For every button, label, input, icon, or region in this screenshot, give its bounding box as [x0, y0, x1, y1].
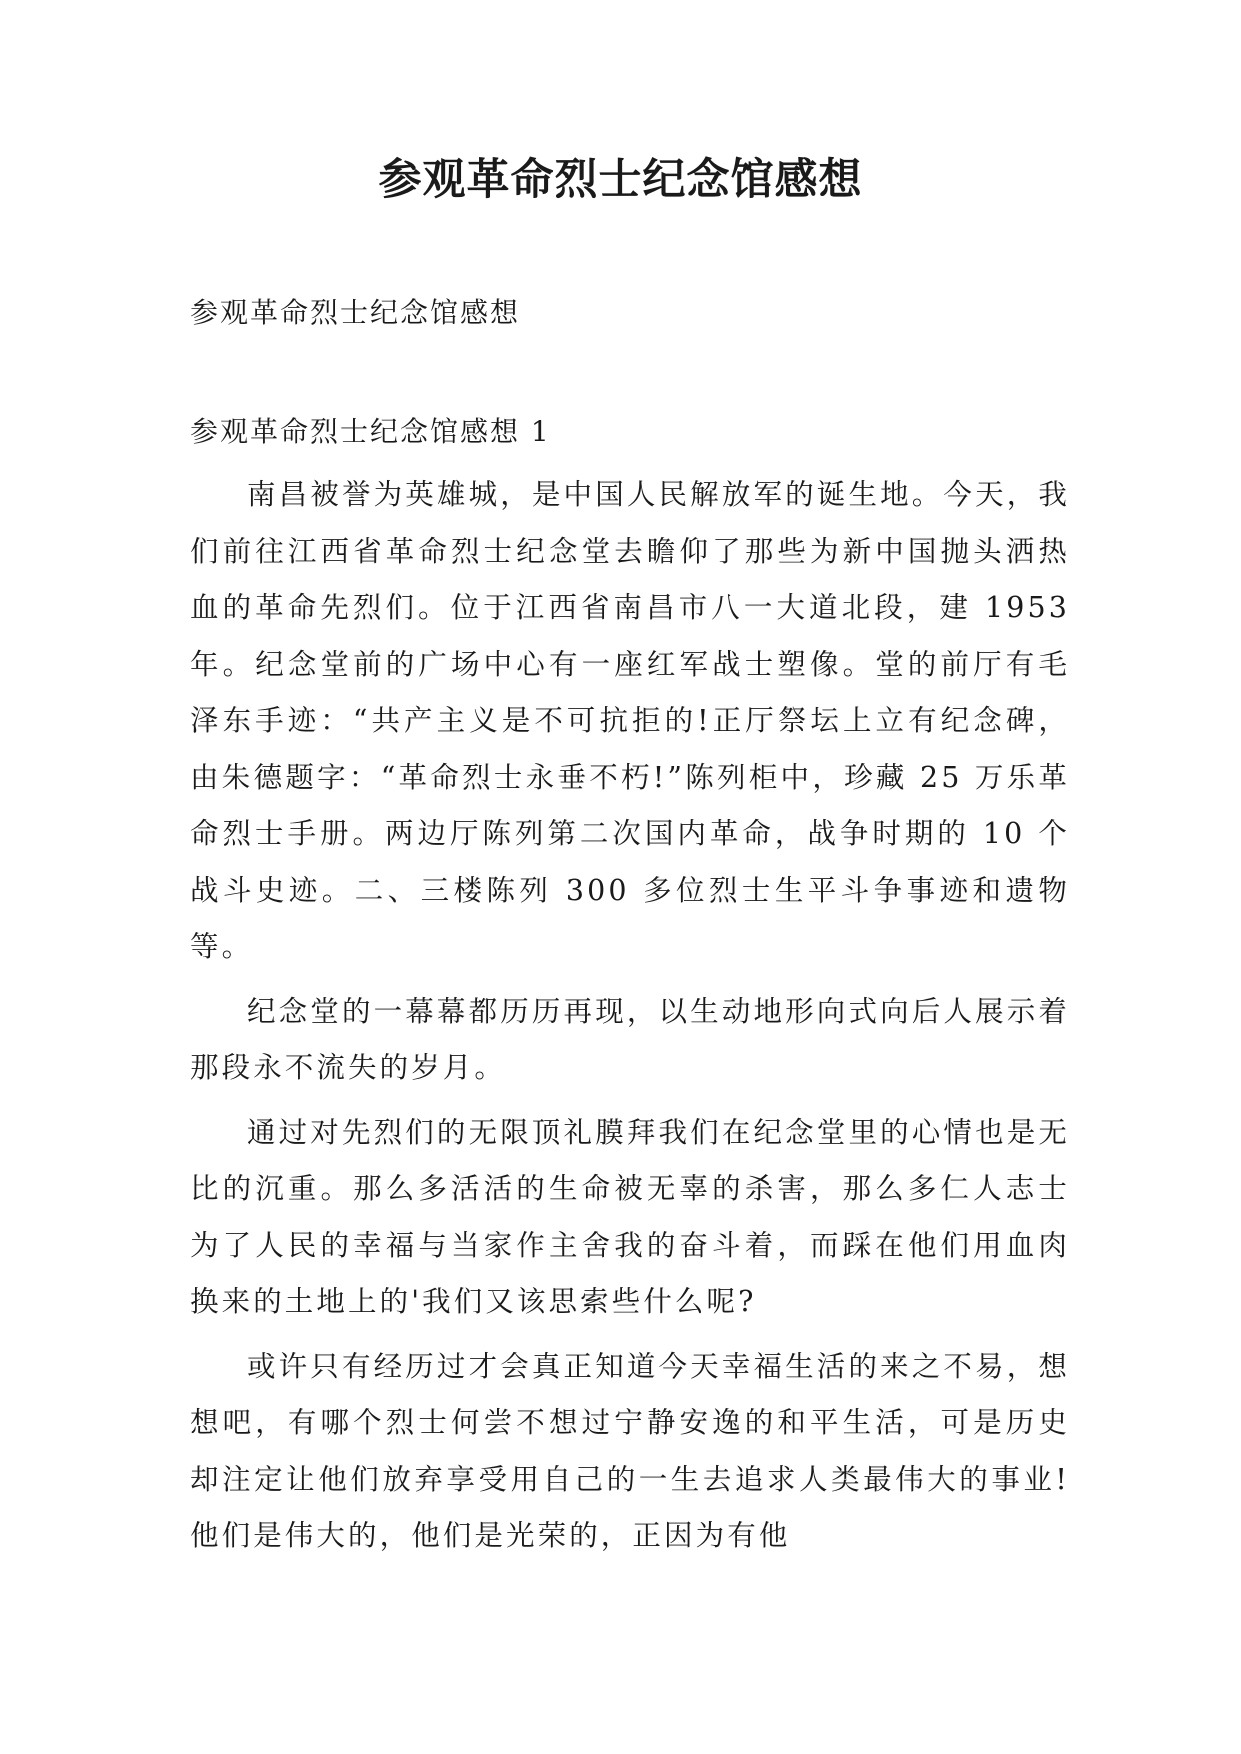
- body-paragraph: 纪念堂的一幕幕都历历再现，以生动地形向式向后人展示着那段永不流失的岁月。: [190, 994, 1070, 1084]
- document-body: [190, 467, 1070, 1573]
- body-paragraph: 通过对先烈们的无限顶礼膜拜我们在纪念堂里的心情也是无比的沉重。那么多活活的生命被无辜的杀害，那么多仁人志士为了人民的幸福与当家作主舍我的奋斗着，而踩在他们用血肉换来的土地上的'我们又该思索些什么呢?: [190, 1115, 1070, 1318]
- body-paragraph: 或许只有经历过才会真正知道今天幸福生活的来之不易，想想吧，有哪个烈士何尝不想过宁静安逸的和平生活，可是历史却注定让他们放弃享受用自己的一生去追求人类最伟大的事业!他们是伟大的，他们是光荣的，正因为有他: [190, 1349, 1070, 1552]
- section-heading: 参观革命烈士纪念馆感想 1: [190, 415, 551, 448]
- document-title: 参观革命烈士纪念馆感想: [378, 155, 863, 205]
- document-subtitle: 参观革命烈士纪念馆感想: [190, 296, 521, 329]
- body-paragraph: 南昌被誉为英雄城，是中国人民解放军的诞生地。今天，我们前往江西省革命烈士纪念堂去瞻仰了那些为新中国抛头洒热血的革命先烈们。位于江西省南昌市八一大道北段，建 1953 年。纪念堂前的广场中心有一座红军战士塑像。堂的前厅有毛泽东手迹：“共产主义是不可抗拒的!正厅祭坛上立有纪念碑，由朱德题字：“革命烈士永垂不朽!”陈列柜中，珍藏 25 万乐革命烈士手册。两边厅陈列第二次国内革命，战争时期的 10 个战斗史迹。二、三楼陈列 300 多位烈士生平斗争事迹和遗物等。: [190, 478, 1070, 963]
